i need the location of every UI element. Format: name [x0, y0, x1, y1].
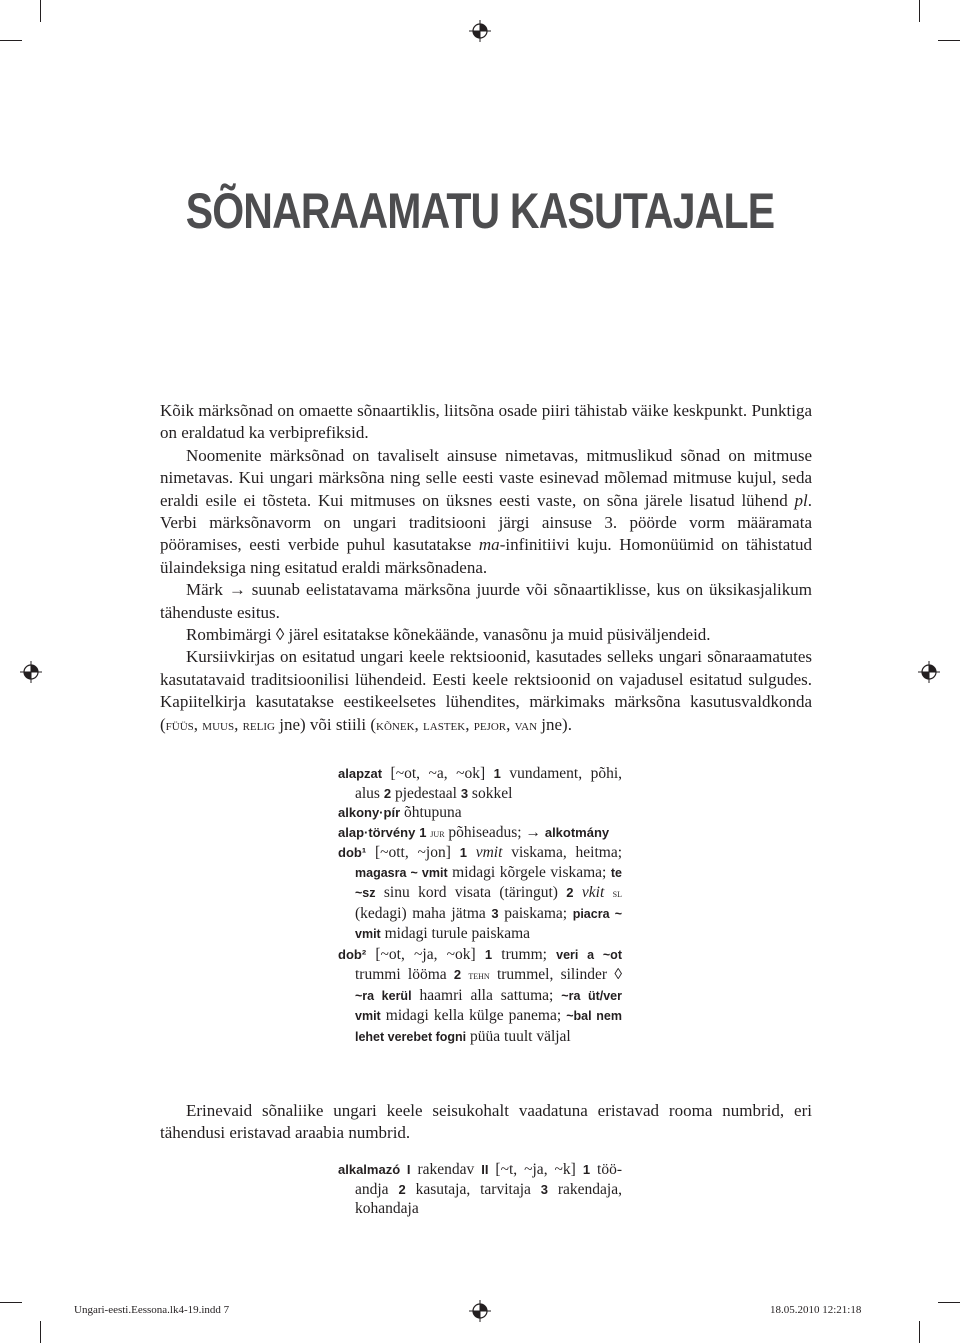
crop-mark — [40, 0, 41, 22]
sample-entry-alkalmazo — [338, 1160, 622, 1219]
paragraph: Noomenite märksõnad on tavaliselt ainsuse nimetavas, mitmuslikud sõnad on mitmuse nimetavas. Kui ungari märksõna ning selle eesti vaste esinevad mõlemad mitmuse kujul, seda eraldi esile ei tõsteta. Kui mitmuses on üksnes eesti vaste, on sõna järele lisatud lühend pl. Verbi märksõnavorm on ungari traditsiooni järgi ainsuse 3. pöörde vorm määramata pööramises, eesti verbide puhul kasutatakse ma-infinitiivi kuju. Homonüümid on tähistatud ülaindeksiga ning esitatud eraldi märksõnadena. — [160, 445, 813, 577]
dictionary-entry: dob¹ [~ott, ~jon] 1 vmit viskama, heitma; magasra ~ vmit midagi kõrgele viskama; te ~sz sinu kord visata (täringut) 2 vkit sl (kedagi) maha jätma 3 paiskama; piacra ~ vmit midagi turule paiskama — [338, 844, 623, 942]
slug-datetime: 18.05.2010 12:21:18 — [770, 1304, 862, 1316]
crop-mark — [938, 40, 960, 41]
paragraph: Kursiivkirjas on esitatud ungari keele rektsioonid, kasutades selleks ungari sõnaraamatutes kasutatavaid traditsioonilisi lühendeid. Eesti keele rektsioonid on vajadusel esitatud sulgudes. Kapiitelkirja kasutatakse eestikeelsetes lühendites, märkimaks märksõna kasutusvaldkonda (füüs, muus, relig jne) või stiili (kõnek, lastek, pejor, van jne). — [160, 647, 812, 734]
registration-mark-icon — [469, 1300, 491, 1322]
paragraph: Kõik märksõnad on omaette sõnaartiklis, liitsõna osade piiri tähistab väike keskpunkt. Punktiga on eraldatud ka verbiprefiksid. — [160, 401, 812, 443]
paragraph: Rombimärgi ◊ järel esitatakse kõnekäände, vanasõnu ja muid püsiväljendeid. — [186, 625, 711, 645]
registration-mark-icon — [469, 20, 491, 42]
crop-mark — [919, 1321, 920, 1343]
paragraph: Erinevaid sõnaliike ungari keele seisukohalt vaadatuna eristavad rooma numbrid, eri tähendusi eristavad araabia numbrid. — [160, 1101, 812, 1143]
dictionary-entry: alkony·pír õhtupuna — [338, 804, 462, 821]
crop-mark — [919, 0, 920, 22]
roman-numerals-note — [160, 1100, 812, 1145]
sample-entries — [338, 764, 622, 1047]
dictionary-entry: dob² [~ot, ~ja, ~ok] 1 trumm; veri a ~ot trummi lööma 2 tehn trummel, silinder ◊ ~ra kerül haamri alla sattuma; ~ra üt/ver vmit midagi kella külge panema; ~bal nem lehet verebet fogni püüa tuult väljal — [338, 945, 622, 1045]
registration-mark-icon — [918, 661, 940, 683]
crop-mark — [938, 1302, 960, 1303]
slug-filename: Ungari-eesti.Eessona.lk4-19.indd 7 — [74, 1304, 230, 1316]
crop-mark — [0, 1302, 22, 1303]
dictionary-entry: alapzat [~ot, ~a, ~ok] 1 vundament, põhi, alus 2 pjedestaal 3 sokkel — [338, 765, 622, 802]
dictionary-entry: alap·törvény 1 jur põhiseadus; → alkotmány — [338, 823, 610, 841]
page-title: SÕNARAAMATU KASUTAJALE — [185, 182, 775, 239]
intro-text — [160, 400, 812, 737]
crop-mark — [40, 1321, 41, 1343]
paragraph: Märk → suunab eelistatavama märksõna juurde või sõnaartiklisse, kus on üksikasjalikum tähenduste esitus. — [160, 580, 812, 622]
dictionary-entry: alkalmazó I rakendav II [~t, ~ja, ~k] 1 tööandja 2 kasutaja, tarvitaja 3 rakendaja, kohandaja — [338, 1161, 622, 1217]
registration-mark-icon — [20, 661, 42, 683]
crop-mark — [0, 40, 22, 41]
